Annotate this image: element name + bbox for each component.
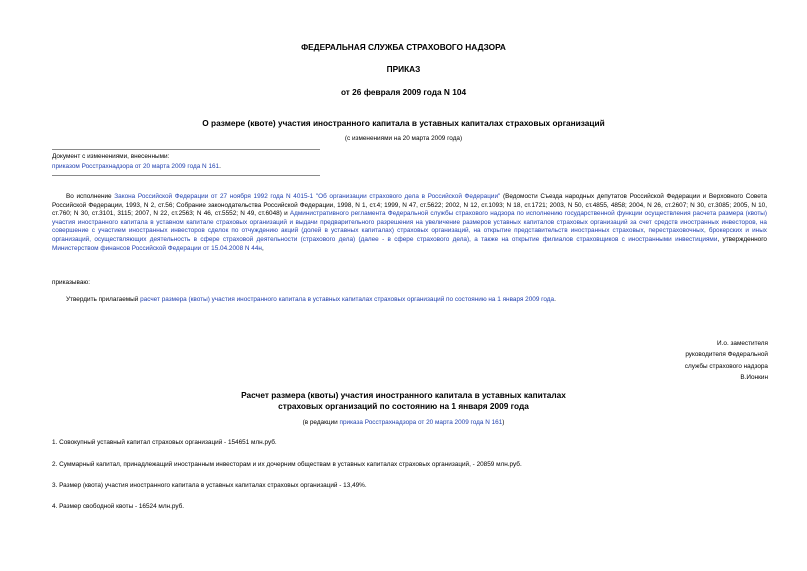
changes-tail: . bbox=[219, 163, 221, 170]
edition-suffix: ) bbox=[502, 419, 505, 426]
approve-text: Утвердить прилагаемый bbox=[66, 296, 141, 303]
law-link[interactable]: Закона Российской Федерации от 27 ноября 1992 года N 4015-1 "Об организации страхового дела в Российской Федерации" bbox=[114, 193, 501, 200]
changes-link-line bbox=[52, 163, 221, 172]
calculation-item-2: 2. Суммарный капитал, принадлежащий иностранным инвесторам и их дочерним обществам в уставных капиталах страховых организаций, - 20859 млн.руб. bbox=[52, 461, 522, 468]
reglament-link[interactable]: Административного регламента Федеральной службы страхового надзора по исполнению государственной функции осуществления расчета размера (квоты) участия иностранного капитала в уставном капитале страховых организаций и выдачи предварительного разрешения на увеличение размеров уставных капиталов страховых организаций за счет средств иностранных инвесторов, на совершение с участием иностранных инвесторов сделок по отчуждению акций (долей в уставных капиталах) страховых организаций, на открытие представительств иностранных страховых, перестраховочных, брокерских и иных организаций, осуществляющих деятельность в сфере страховой деятельности (страхового дела) (далее - в сфере страхового дела), а также на открытие филиалов страховщиков с иностранными инвестициями bbox=[52, 210, 767, 243]
changes-order-link[interactable]: приказом Росстрахнадзора от 20 марта 2009 года N 161 bbox=[52, 163, 220, 170]
preamble-intro: Во исполнение bbox=[66, 193, 115, 200]
calculation-item-3: 3. Размер (квота) участия иностранного капитала в уставных капиталах страховых организаций - 13,49%. bbox=[52, 482, 367, 489]
approve-line bbox=[66, 296, 556, 305]
doc-date-number: от 26 февраля 2009 года N 104 bbox=[340, 87, 467, 97]
edition-link[interactable]: приказа Росстрахнадзора от 20 марта 2009 года N 161 bbox=[339, 419, 503, 426]
calculation-item-4: 4. Размер свободной квоты - 16524 млн.руб. bbox=[52, 503, 185, 510]
signature-block bbox=[600, 338, 768, 383]
order-word: приказываю: bbox=[52, 279, 90, 286]
changes-bottom-rule bbox=[52, 175, 320, 176]
calculation-title-line-1: Расчет размера (квоты) участия иностранного капитала в уставных капиталах bbox=[241, 390, 566, 400]
minfin-link[interactable]: Министерством финансов Российской Федерации от 15.04.2008 N 44н bbox=[52, 244, 262, 252]
calculation-title-line-2: страховых организаций по состоянию на 1 января 2009 года bbox=[278, 401, 529, 411]
calculation-link[interactable]: расчет размера (квоты) участия иностранного капитала в уставных капиталах страховых организаций по состоянию на 1 января 2009 года bbox=[140, 296, 555, 303]
signature-line-2: руководителя Федеральной bbox=[685, 351, 768, 359]
amendment-note: (с изменениями на 20 марта 2009 года) bbox=[344, 135, 463, 142]
preamble-sources: (Ведомости Съезда народных депутатов Российской Федерации и Верховного Совета Российской Федерации, 1993, N 2, ст.56; Собрание законодательства Российской Федерации, 1998, N 1, ст.4; 1999, N 47, ст.5622; 2002, N 12, ст.1093; N 18, ст.1721; 2003, N 50, ст.4855, 4858; 2004, N 26, ст.2607; N 30, ст.3085; 2005, N 10, ст.760; N 30, ст.3101, 3115; 2007, N 22, ст.2563; N 46, ст.5552; N 49, ст.6048) и bbox=[52, 193, 768, 218]
signature-line-3: службы страхового надзора bbox=[684, 362, 768, 370]
preamble-approved: , утвержденного bbox=[717, 235, 767, 243]
doc-title: О размере (квоте) участия иностранного капитала в уставных капиталах страховых организаций bbox=[202, 118, 605, 128]
calculation-title bbox=[0, 390, 807, 412]
changes-note bbox=[52, 153, 169, 162]
changes-label: Документ с изменениями, внесенными: bbox=[52, 153, 170, 160]
edition-prefix: (в редакции bbox=[302, 419, 340, 426]
edition-note bbox=[0, 419, 807, 428]
preamble-paragraph bbox=[52, 193, 767, 253]
doc-type: ПРИКАЗ bbox=[386, 64, 421, 74]
calculation-item-1: 1. Совокупный уставный капитал страховых организаций - 154651 млн.руб. bbox=[52, 439, 277, 446]
changes-top-rule bbox=[52, 149, 320, 150]
signature-line-1: И.о. заместителя bbox=[717, 340, 768, 347]
agency-name: ФЕДЕРАЛЬНАЯ СЛУЖБА СТРАХОВОГО НАДЗОРА bbox=[301, 42, 506, 52]
approve-tail: . bbox=[554, 296, 556, 303]
preamble-tail: , bbox=[261, 244, 264, 252]
signature-name: В.Ионкин bbox=[740, 373, 768, 381]
